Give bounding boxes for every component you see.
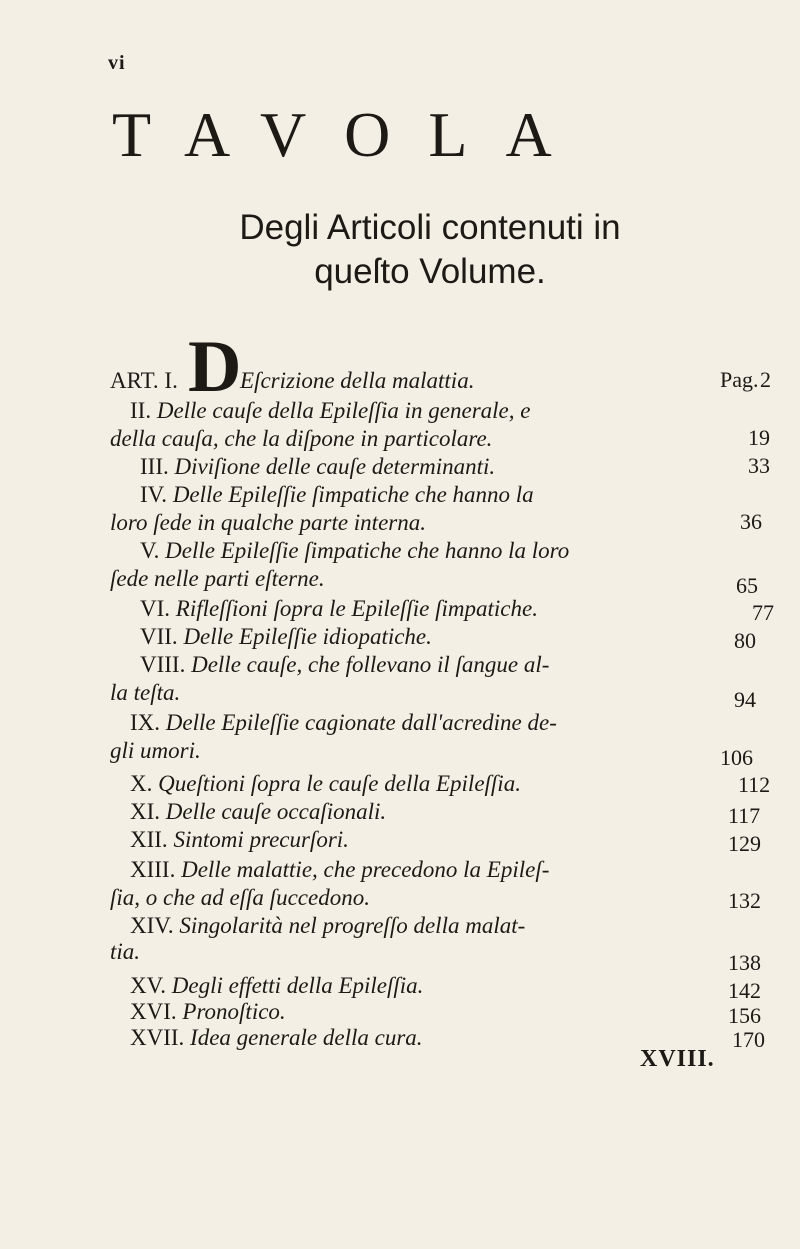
page-number: 156 — [728, 1003, 761, 1028]
toc-entry-10 — [130, 770, 780, 798]
toc-entry-4-cont — [110, 509, 760, 537]
toc-entry-2-cont — [110, 425, 760, 453]
article-number: V. — [140, 538, 160, 563]
toc-entry-13-cont — [110, 884, 760, 912]
article-title: Queſtioni ſopra le cauſe della Epileſſia. — [158, 771, 521, 796]
page-number: 80 — [734, 628, 756, 653]
toc-entry-8 — [140, 651, 790, 679]
page-number: 112 — [738, 772, 771, 797]
article-number: II. — [130, 398, 152, 423]
toc-entry-16 — [130, 998, 780, 1026]
article-number: ART. I. — [110, 368, 178, 393]
article-title: Degli effetti della Epileſſia. — [171, 973, 424, 998]
article-title-cont: gli umori. — [110, 738, 201, 763]
article-title-cont: loro ſede in qualche parte interna. — [110, 510, 426, 535]
toc-entry-3 — [140, 453, 790, 481]
article-title: Delle malattie, che precedono la Epileſ- — [181, 857, 550, 882]
article-title: Diviſione delle cauſe determinanti. — [174, 454, 496, 479]
page-number: 19 — [748, 425, 770, 450]
folio-number: vi — [108, 52, 126, 74]
article-title: Sintomi precurſori. — [173, 827, 349, 852]
page-number: 65 — [736, 573, 758, 598]
article-title: Delle cauſe della Epileſſia in generale, e — [156, 398, 531, 423]
toc-entry-6 — [140, 595, 790, 623]
toc-entry-5 — [140, 537, 790, 565]
article-title: Rifleſſioni ſopra le Epileſſie ſimpatiche. — [175, 596, 538, 621]
toc-entry-11 — [130, 798, 780, 826]
page-number: 132 — [728, 888, 761, 913]
article-title: Delle Epileſſie ſimpatiche che hanno la loro — [165, 538, 570, 563]
page-title: TAVOLA — [112, 99, 590, 170]
page-number: 170 — [732, 1027, 765, 1052]
toc-entry-5-cont — [110, 565, 760, 593]
article-number: IV. — [140, 482, 168, 507]
toc-entry-4 — [140, 481, 790, 509]
article-number: XV. — [130, 973, 167, 998]
page-number: 2 — [760, 367, 771, 392]
toc-entry-1-text — [240, 367, 640, 395]
toc-entry-12 — [130, 826, 780, 854]
article-title-cont: ſia, o che ad eſſa ſuccedono. — [110, 885, 370, 910]
article-number: XIV. — [130, 913, 174, 938]
page-number: 129 — [728, 831, 761, 856]
article-title: Delle Epileſſie idiopatiche. — [183, 624, 432, 649]
article-number: VI. — [140, 596, 171, 621]
article-title-cont: la teſta. — [110, 680, 181, 705]
catchword: XVIII. — [640, 1046, 715, 1072]
article-title-cont: tia. — [110, 939, 141, 964]
article-title: Delle cauſe, che follevano il ſangue al- — [191, 652, 550, 677]
page-number: 33 — [748, 453, 770, 478]
toc-entry-7 — [140, 623, 790, 651]
article-number: X. — [130, 771, 153, 796]
page-number: 36 — [740, 509, 762, 534]
article-number: XI. — [130, 799, 161, 824]
toc-entry-14 — [130, 912, 780, 940]
toc-entry-9-cont — [110, 737, 760, 765]
article-number: III. — [140, 454, 169, 479]
toc-entry-14-cont — [110, 938, 760, 966]
subtitle-line-1: Degli Articoli contenuti in — [239, 208, 621, 247]
article-title-cont: della cauſa, che la diſpone in particolare. — [110, 426, 493, 451]
article-number: XVII. — [130, 1025, 185, 1050]
subtitle-line-2: queſto Volume. — [314, 252, 546, 291]
page-number: 94 — [734, 687, 756, 712]
page-number: 138 — [728, 950, 761, 975]
article-number: VII. — [140, 624, 178, 649]
article-number: XII. — [130, 827, 168, 852]
page-number: 142 — [728, 978, 761, 1003]
article-title-cont: ſede nelle parti eſterne. — [110, 566, 325, 591]
article-number: XVI. — [130, 999, 177, 1024]
toc-entry-9 — [130, 709, 780, 737]
page-number: 117 — [728, 803, 761, 828]
article-number: VIII. — [140, 652, 186, 677]
toc-entry-15 — [130, 972, 780, 1000]
page-number: 106 — [720, 745, 753, 770]
toc-entry-8-cont — [110, 679, 760, 707]
toc-entry-13 — [130, 856, 780, 884]
article-number: IX. — [130, 710, 161, 735]
article-title: Idea generale della cura. — [190, 1025, 423, 1050]
article-title: Delle cauſe occaſionali. — [165, 799, 387, 824]
page-number: 77 — [752, 600, 774, 625]
page-label: Pag. — [720, 367, 759, 392]
article-title: Singolarità nel progreſſo della malat- — [179, 913, 526, 938]
drop-cap: D — [188, 326, 242, 408]
article-title: Delle Epileſſie ſimpatiche che hanno la — [172, 482, 534, 507]
article-title: Pronoſtico. — [182, 999, 286, 1024]
toc-entry-2 — [130, 397, 780, 425]
article-title: Delle Epileſſie cagionate dall'acredine de- — [165, 710, 557, 735]
article-title: Eſcrizione della malattia. — [240, 368, 475, 393]
article-number: XIII. — [130, 857, 176, 882]
